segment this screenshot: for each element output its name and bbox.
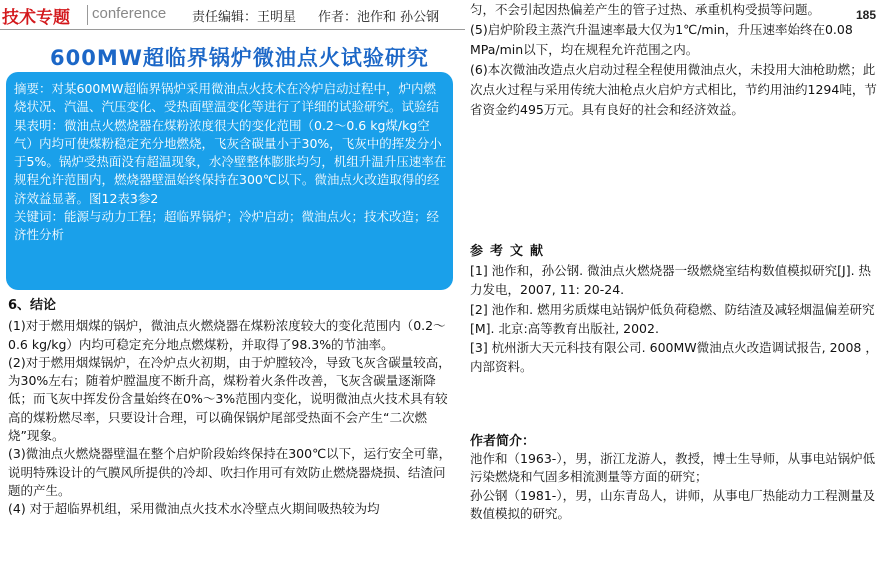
section-title-conclusions: 6、结论 [8,298,57,313]
author-bio [470,450,882,524]
references-heading: 参考文献 [470,244,551,259]
page-number: 185 [855,8,876,22]
reference-item: [3] 杭州浙大天元科技有限公司. 600MW微油点火改造调试报告, 2008 ，内部资料。 [470,340,878,375]
column-brand-english: conference [92,5,167,22]
conclusion-item: (2)对于燃用烟煤锅炉，在冷炉点火初期，由于炉膛较冷，导致飞灰含碳量较高，为30%左右；随着炉膛温度不断升高，煤粉着火条件改善，飞灰含碳量逐渐降低；而飞灰中挥发份含量始终在0%～3%范围内变化，说明微油点火技术具有较高的煤粉燃尽率，只要设计合理，可以确保锅炉尾部受热面不会产生“二次燃烧”现象。 [8,354,451,444]
keywords-text: 关键词：能源与动力工程；超临界锅炉；冷炉启动；微油点火；技术改造；经济性分析 [14,209,440,243]
conclusions-left-column [8,297,456,519]
conclusion-item: 匀，不会引起因热偏差产生的管子过热、承重机构受损等问题。 [470,2,821,17]
author-bio-item: 孙公钢（1981-），男，山东青岛人，讲师，从事电厂热能动力工程测量及数值模拟的研究。 [470,487,876,522]
header-authors: 作者：池作和 孙公钢 [318,10,440,25]
conclusion-item: (5)启炉阶段主蒸汽升温速率最大仅为1℃/min，升压速率始终在0.08 MPa/min以下，均在规程允许范围之内。 [470,22,853,57]
conclusion-item: (6)本次微油改造点火启动过程全程使用微油点火，未投用大油枪助燃；此次点火过程与采用传统大油枪点火启炉方式相比，节约用油约1294吨，节省资金约495万元。具有良好的社会和经济效益。 [470,62,877,117]
reference-item: [1] 池作和，孙公钢. 微油点火燃烧器一级燃烧室结构数值模拟研究[J]. 热力发电，2007, 11: 20-24. [470,263,872,298]
author-bio-item: 池作和（1963-），男，浙江龙游人，教授，博士生导师，从事电站锅炉低污染燃烧和气固多相流测量等方面的研究； [470,451,876,485]
article-title: 600MW超临界锅炉微油点火试验研究 [50,46,429,70]
author-bio-heading: 作者简介： [470,434,536,449]
conclusions-right-column [470,0,882,120]
header-rule [0,29,465,30]
conclusion-item: (4) 对于超临界机组，采用微油点火技术水冷壁点火期间吸热较为均 [8,501,380,517]
abstract-box [6,72,453,290]
references-list [470,261,882,377]
column-brand: 技术专题 [2,8,70,28]
brand-divider [87,5,88,25]
conclusion-item: (1)对于燃用烟煤的锅炉，微油点火燃烧器在煤粉浓度较大的变化范围内（0.2～0.6 kg/kg）内均可稳定充分地点燃煤粉，并取得了98.3%的节油率。 [8,318,446,352]
reference-item: [2] 池作和. 燃用劣质煤电站锅炉低负荷稳燃、防结渣及减轻烟温偏差研究[M]. 北京:高等教育出版社, 2002. [470,301,875,336]
conclusion-item: (3)微油点火燃烧器壁温在整个启炉阶段始终保持在300℃以下，运行安全可靠，说明特殊设计的气膜风所提供的冷却、吹扫作用可有效防止燃烧器烧损、结渣问题的产生。 [8,446,452,498]
responsible-editor: 责任编辑：王明星 [192,10,297,25]
abstract-text: 摘要：对某600MW超临界锅炉采用微油点火技术在冷炉启动过程中，炉内燃烧状况、汽温、汽压变化、受热面壁温变化等进行了详细的试验研究。试验结果表明：微油点火燃烧器在煤粉浓度很大的变化范围（0.2～0.6 kg煤/kg空气）内均可使煤粉稳定充分地燃烧，飞灰含碳量小于30%，飞灰中的挥发分小于5%。锅炉受热面没有超温现象，水冷壁整体膨胀均匀，机组升温升压速率在规程允许范围内，燃烧器壁温始终保持在300℃以下。微油点火改造取得的经济效益显著。图12表3参2 [14,81,447,206]
